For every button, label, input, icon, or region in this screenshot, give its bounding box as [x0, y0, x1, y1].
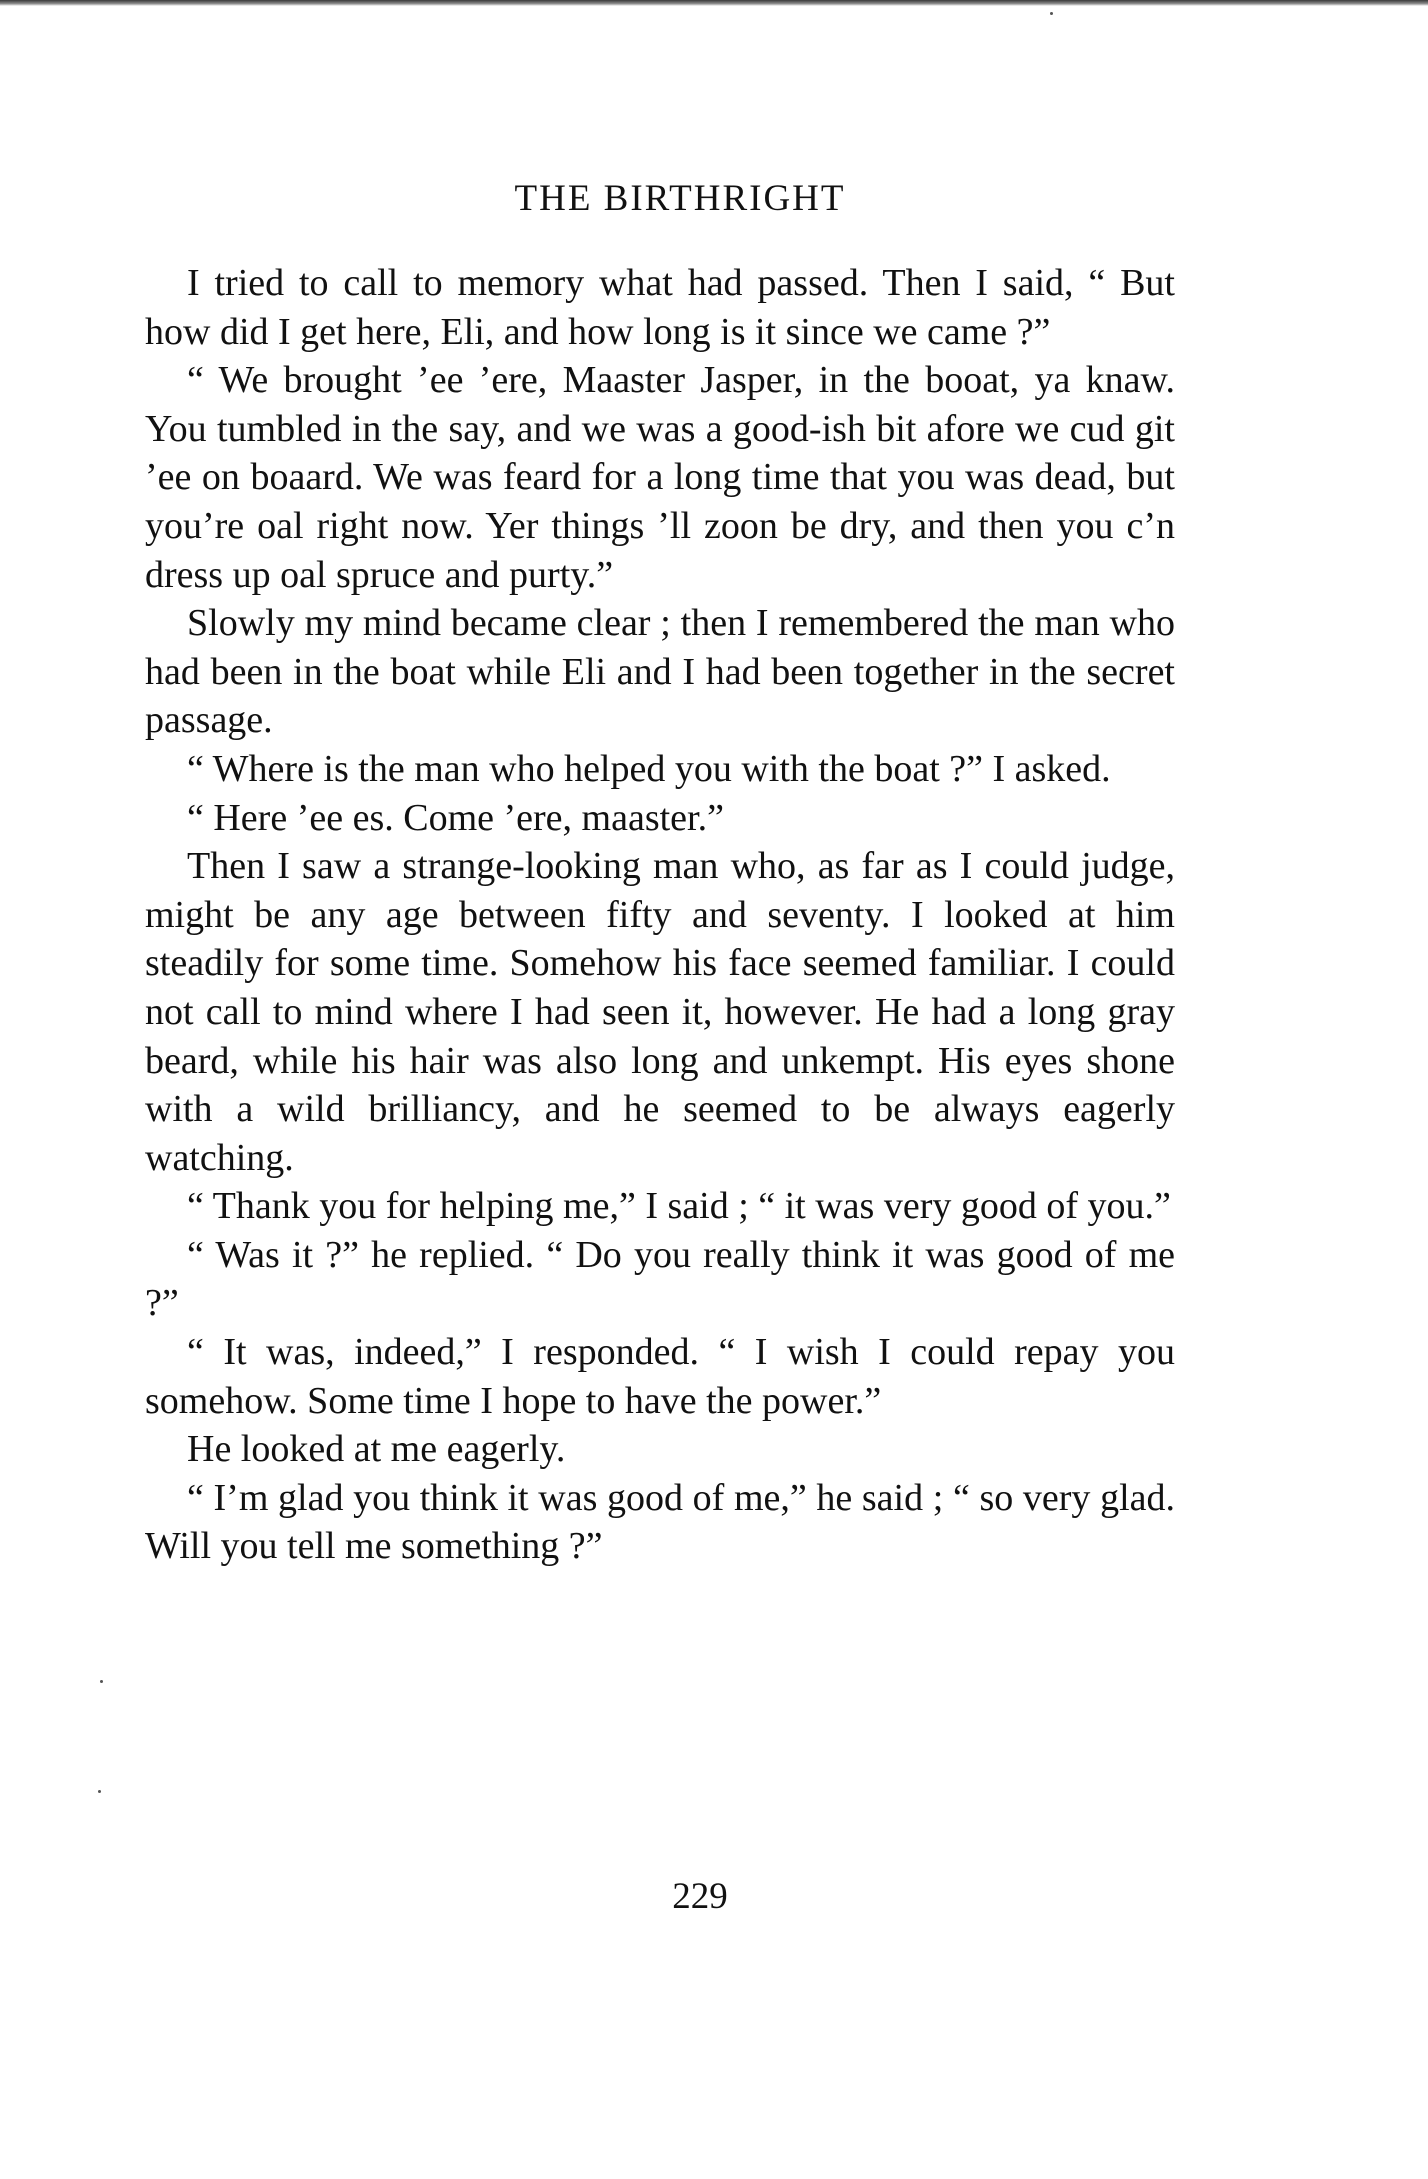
paragraph: I tried to call to memory what had passed. Then I said, “ But how did I get here, Eli, and how long is it since we came ?” [145, 262, 1175, 353]
paragraph: Slowly my mind became clear ; then I remembered the man who had been in the boat while Eli and I had been together in the secret passage. [145, 602, 1175, 742]
running-head: THE BIRTHRIGHT [514, 178, 846, 219]
top-edge-rule [0, 0, 1428, 6]
page-number: 229 [672, 1876, 728, 1917]
paragraph: Then I saw a strange-looking man who, as far as I could judge, might be any age between fifty and seventy. I looked at him steadily for some time. Somehow his face seemed familiar. I could not call to mind where I had seen it, however. He had a long gray beard, while his hair was also long and unkempt. His eyes shone with a wild brilliancy, and he seemed to be always eagerly watching. [145, 845, 1175, 1179]
paragraph: “ It was, indeed,” I responded. “ I wish I could repay you somehow. Some time I hope to have the power.” [145, 1331, 1175, 1422]
paragraph: He looked at me eagerly. [187, 1428, 566, 1471]
book-page [145, 180, 1175, 1960]
paper-speck [98, 1790, 101, 1793]
paragraph: “ I’m glad you think it was good of me,” he said ; “ so very glad. Will you tell me something ?” [145, 1476, 1175, 1568]
paper-speck [100, 1680, 103, 1683]
paper-speck [1050, 12, 1053, 15]
paragraph: “ Where is the man who helped you with the boat ?” I asked. [187, 747, 1111, 790]
paragraph: “ Thank you for helping me,” I said ; “ it was very good of you.” [187, 1185, 1171, 1228]
paragraph: “ We brought ’ee ’ere, Maaster Jasper, in the booat, ya knaw. You tumbled in the say, and we was a good-ish bit afore we cud git ’ee on boaard. We was feard for a long time that you was dead, but you’re oal right now. Yer things ’ll zoon be dry, and then you c’n dress up oal spruce and purty.” [145, 359, 1175, 596]
page-body [145, 259, 1175, 1571]
paragraph: “ Here ’ee es. Come ’ere, maaster.” [187, 796, 724, 839]
paragraph: “ Was it ?” he replied. “ Do you really think it was good of me ?” [145, 1233, 1175, 1325]
